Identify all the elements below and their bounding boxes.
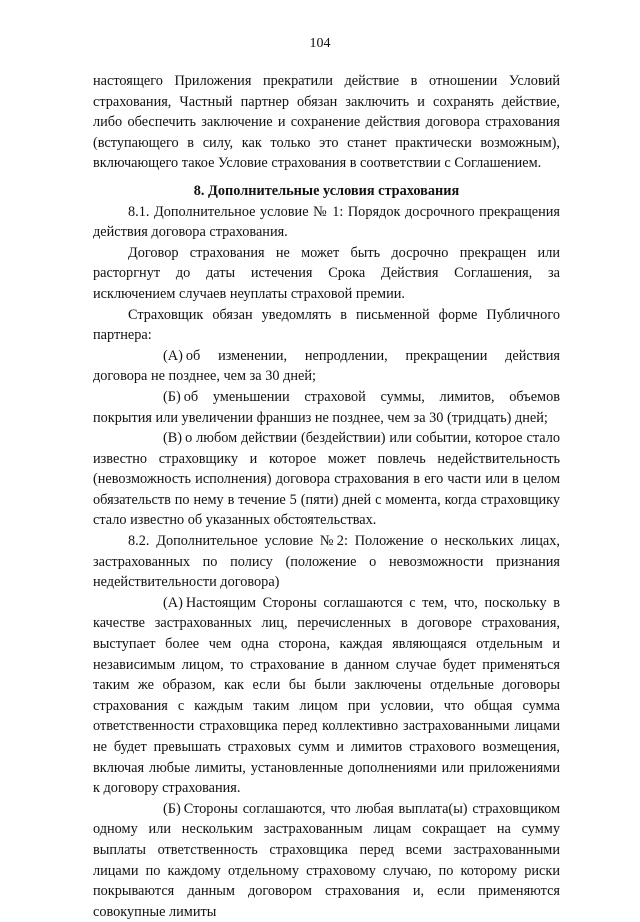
list-item-v [93, 428, 560, 531]
list-label-a-2: (А) [163, 594, 183, 611]
list-label-v: (В) [163, 430, 183, 447]
list-item-a-text: об изменении, непродлении, прекращении действия договора не позднее, чем за 30 дней; [93, 347, 560, 385]
list-item-b-2 [93, 799, 560, 922]
list-item-v-text: о любом действии (бездействии) или событии, которое стало известно страховщику и которое может повлечь недействительность (невозможность исполнения) договора страхования в его части или в целом обязательств по нему в течение 5 (пяти) дней с момента, когда страховщику стало известно об указанных обстоятельствах. [93, 430, 560, 529]
list-item-b-2-text: Стороны соглашаются, что любая выплата(ы) страховщиком одному или нескольким застрахованным лицам сокращает на сумму выплаты ответственность страховщика перед всеми застрахованными лицами по каждому отдельному страховому случаю, по которому риски покрываются данным договором страхования и, если применяются совокупные лимиты [93, 800, 560, 920]
document-body [93, 71, 560, 922]
paragraph-insurer-notify: Страховщик обязан уведомлять в письменной форме Публичного партнера: [93, 306, 560, 344]
page-number: 104 [309, 36, 331, 51]
list-item-a-2-text: Настоящим Стороны соглашаются с тем, что, поскольку в качестве застрахованных лиц, перечисленных в договоре страхования, выступает более чем одна сторона, каждая являющаяся отдельным и независимым лицом, то страхование в данном случае будет применяться таким же образом, как если бы были заключены отдельные договоры страхования с каждым таким лицом при условии, что общая сумма ответственности страховщика перед коллективно застрахованными лицами не будет превышать страховых сумм и лимитов страхового возмещения, включая любые лимиты, установленные дополнениями или приложениями к договору страхования. [93, 594, 560, 797]
paragraph-clause-8-1: 8.1. Дополнительное условие № 1: Порядок досрочного прекращения действия договора страхования. [93, 203, 560, 241]
list-item-a-2 [93, 593, 560, 799]
list-item-b [93, 387, 560, 428]
section-heading: 8. Дополнительные условия страхования [193, 182, 460, 199]
list-item-a [93, 346, 560, 387]
paragraph-clause-8-2: 8.2. Дополнительное условие №2: Положение о нескольких лицах, застрахованных по полису (положение о невозможности признания недействительности договора) [93, 533, 560, 591]
list-label-a: (А) [163, 347, 183, 364]
list-label-b: (Б) [163, 388, 181, 405]
paragraph-no-early-termination: Договор страхования не может быть досрочно прекращен или расторгнут до даты истечения Срока Действия Соглашения, за исключением случаев неуплаты страховой премии. [93, 244, 560, 302]
list-item-b-text: об уменьшении страховой суммы, лимитов, объемов покрытия или увеличении франшиз не позднее, чем за 30 (тридцать) дней; [93, 388, 560, 426]
list-label-b-2: (Б) [163, 800, 181, 817]
paragraph-continuation: настоящего Приложения прекратили действие в отношении Условий страхования, Частный партнер обязан заключить и сохранять действие, либо обеспечить заключение и сохранение действия договора страхования (вступающего в силу, как только это станет практически возможным), включающего такое Условие страхования в соответствии с Соглашением. [93, 73, 560, 172]
